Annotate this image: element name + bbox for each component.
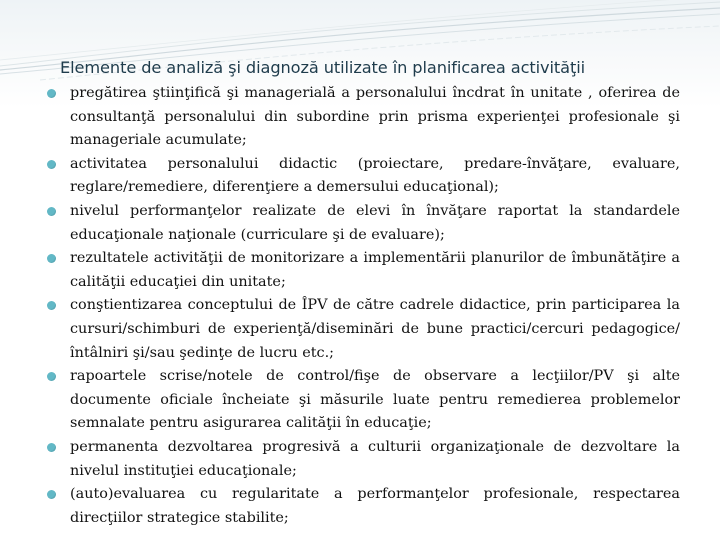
list-item-text: conştientizarea conceptului de ÎPV de către cadrele didactice, prin participarea la cursuri/schimburi de experienţă/diseminări de bune practici/cercuri pedagogice/întâlniri şi/sau şedinţe de lucru etc.; — [70, 297, 680, 361]
list-item — [46, 200, 680, 247]
bullet-dot-icon — [47, 254, 56, 263]
bullet-list — [46, 82, 680, 530]
slide-title: Elemente de analiză şi diagnoză utilizate în planificarea activităţii — [60, 58, 586, 77]
list-item-text: rapoartele scrise/notele de control/fişe de observare a lecţiilor/PV şi alte documente oficiale încheiate şi măsurile luate pentru remedierea problemelor semnalate pentru asigurarea calităţii în educaţie; — [70, 368, 680, 432]
bullet-dot-icon — [47, 207, 56, 216]
list-item-text: rezultatele activităţii de monitorizare a implementării planurilor de îmbunătăţire a calităţii educaţiei din unitate; — [70, 250, 680, 290]
list-item-text: activitatea personalului didactic (proiectare, predare-învăţare, evaluare, reglare/remediere, diferenţiere a demersului educaţional); — [70, 155, 680, 196]
bullet-dot-icon — [47, 89, 56, 98]
list-item — [46, 483, 680, 530]
list-item-text: (auto)evaluarea cu regularitate a performanţelor profesionale, respectarea direcţiilor strategice stabilite; — [70, 486, 680, 526]
list-item — [46, 294, 680, 365]
bullet-dot-icon — [47, 160, 56, 169]
list-item — [46, 365, 680, 436]
list-item — [46, 153, 680, 200]
bullet-dot-icon — [47, 301, 56, 310]
list-item-text: pregătirea ştiinţifică şi managerială a personalului încdrat în unitate , oferirea de consultanţă personalului din subordine prin prisma experienţei profesionale şi manageriale acumulate; — [70, 85, 680, 149]
list-item-text: permanenta dezvoltarea progresivă a culturii organizaţionale de dezvoltare la nivelul instituţiei educaţionale; — [70, 438, 680, 479]
bullet-dot-icon — [47, 490, 56, 499]
bullet-dot-icon — [47, 443, 56, 452]
list-item — [46, 82, 680, 153]
list-item — [46, 436, 680, 483]
list-item-text: nivelul performanţelor realizate de elevi în învăţare raportat la standardele educaţionale naţionale (curriculare şi de evaluare); — [70, 202, 680, 243]
bullet-dot-icon — [47, 372, 56, 381]
list-item — [46, 247, 680, 294]
